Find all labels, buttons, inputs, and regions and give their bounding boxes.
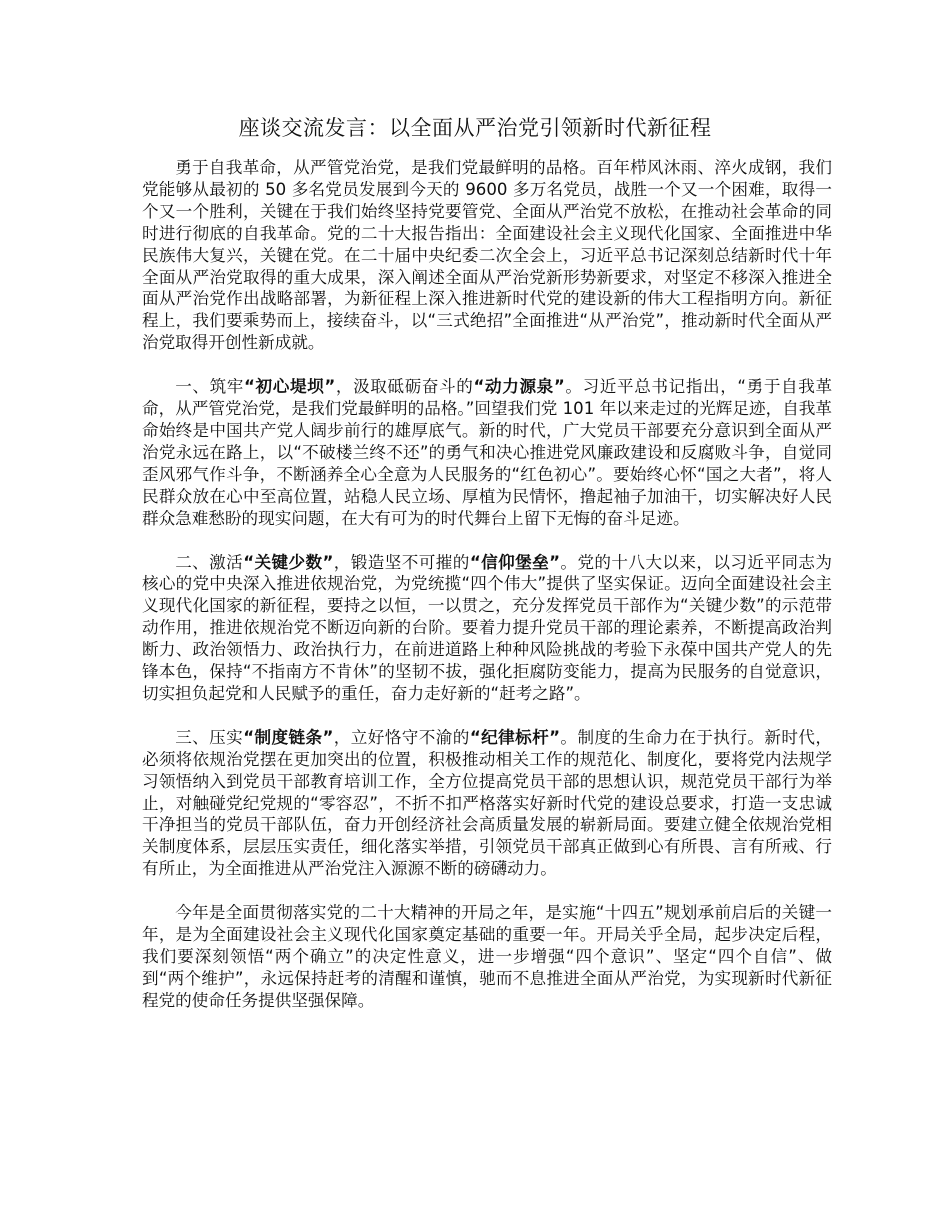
section-heading-prefix: 二、激活 <box>175 552 244 572</box>
section-keyword: “信仰堡垒” <box>469 552 561 572</box>
section-heading-end: 。 <box>560 727 578 747</box>
section-keyword: “关键少数” <box>243 552 334 572</box>
section-keyword: “初心堤坝” <box>244 377 336 397</box>
paragraph-text: 今年是全面贯彻落实党的二十大精神的开局之年，是实施“十四五”规划承前启后的关键一年，是为全面建设社会主义现代化国家奠定基础的重要一年。开局关乎全局，起步决定后程，我们要深刻领悟“两个确立”的决定性意义，进一步增强“四个意识”、坚定“四个自信”、做到“两个维护”，永远保持赶考的清醒和谨慎，驰而不息推进全面从严治党，为实现新时代新征程党的使命任务提供坚强保障。 <box>142 903 832 1010</box>
paragraph-text: 习近平总书记指出，“勇于自我革命，从严管党治党，是我们党最鲜明的品格。”回望我们党 101 年以来走过的光辉足迹，自我革命始终是中国共产党人阔步前行的雄厚底气。新的时代，广大党员干部要充分意识到全面从严治党永远在路上，以“不破楼兰终不还”的勇气和决心推进党风廉政建设和反腐败斗争，自觉同歪风邪气作斗争，不断涵养全心全意为人民服务的“红色初心”。要始终心怀“国之大者”，将人民群众放在心中至高位置，站稳人民立场、厚植为民情怀，撸起袖子加油干，切实解决好人民群众急难愁盼的现实问题，在大有可为的时代舞台上留下无悔的奋斗足迹。 <box>142 377 833 528</box>
paragraph-intro <box>142 157 832 354</box>
section-keyword: “纪律标杆” <box>469 727 561 747</box>
paragraph-section-2 <box>142 552 832 705</box>
section-keyword: “制度链条” <box>243 727 334 747</box>
section-heading-prefix: 三、压实 <box>175 727 244 747</box>
section-heading-end: 。 <box>564 377 583 397</box>
section-heading-middle: ，立好恪守不渝的 <box>333 727 470 747</box>
section-heading-middle: ，汲取砥砺奋斗的 <box>335 377 474 397</box>
section-heading-middle: ，锻造坚不可摧的 <box>333 552 470 572</box>
document-body <box>142 157 832 1034</box>
paragraph-section-3 <box>142 727 832 880</box>
paragraph-text: 勇于自我革命，从严管党治党，是我们党最鲜明的品格。百年栉风沐雨、淬火成钢，我们党能够从最初的 50 多名党员发展到今天的 9600 多万名党员，战胜一个又一个困难，取得一个又一个胜利，关键在于我们始终坚持党要管党、全面从严治党不放松，在推动社会革命的同时进行彻底的自我革命。党的二十大报告指出：全面建设社会主义现代化国家、全面推进中华民族伟大复兴，关键在党。在二十届中央纪委二次全会上，习近平总书记深刻总结新时代十年全面从严治党取得的重大成果，深入阐述全面从严治党新形势新要求，对坚定不移深入推进全面从严治党作出战略部署，为新征程上深入推进新时代党的建设新的伟大工程指明方向。新征程上，我们要乘势而上，接续奋斗，以“三式绝招”全面推进“从严治党”，推动新时代全面从严治党取得开创性新成就。 <box>142 158 832 353</box>
document-title: 座谈交流发言：以全面从严治党引领新时代新征程 <box>238 116 712 140</box>
section-keyword: “动力源泉” <box>473 377 565 397</box>
paragraph-section-1 <box>142 376 832 529</box>
paragraph-text: 党的十八大以来，以习近平同志为核心的党中央深入推进依规治党，为党统揽“四个伟大”提供了坚实保证。迈向全面建设社会主义现代化国家的新征程，要持之以恒，一以贯之，充分发挥党员干部作为“关键少数”的示范带动作用，推进依规治党不断迈向新的台阶。要着力提升党员干部的理论素养，不断提高政治判断力、政治领悟力、政治执行力，在前进道路上种种风险挑战的考验下永葆中国共产党人的先锋本色，保持“不指南方不肯休”的坚韧不拔，强化拒腐防变能力，提高为民服务的自觉意识，切实担负起党和人民赋予的重任，奋力走好新的“赶考之路”。 <box>142 552 833 703</box>
paragraph-conclusion <box>142 902 832 1012</box>
section-heading-prefix: 一、筑牢 <box>175 377 245 397</box>
section-heading-end: 。 <box>560 552 578 572</box>
paragraph-text: 制度的生命力在于执行。新时代，必须将依规治党摆在更加突出的位置，积极推动相关工作的规范化、制度化，要将党内法规学习领悟纳入到党员干部教育培训工作，全方位提高党员干部的思想认识，规范党员干部行为举止，对触碰党纪党规的“零容忍”，不折不扣严格落实好新时代党的建设总要求，打造一支忠诚干净担当的党员干部队伍，奋力开创经济社会高质量发展的崭新局面。要建立健全依规治党相关制度体系，层层压实责任，细化落实举措，引领党员干部真正做到心有所畏、言有所戒、行有所止，为全面推进从严治党注入源源不断的磅礴动力。 <box>142 727 833 879</box>
